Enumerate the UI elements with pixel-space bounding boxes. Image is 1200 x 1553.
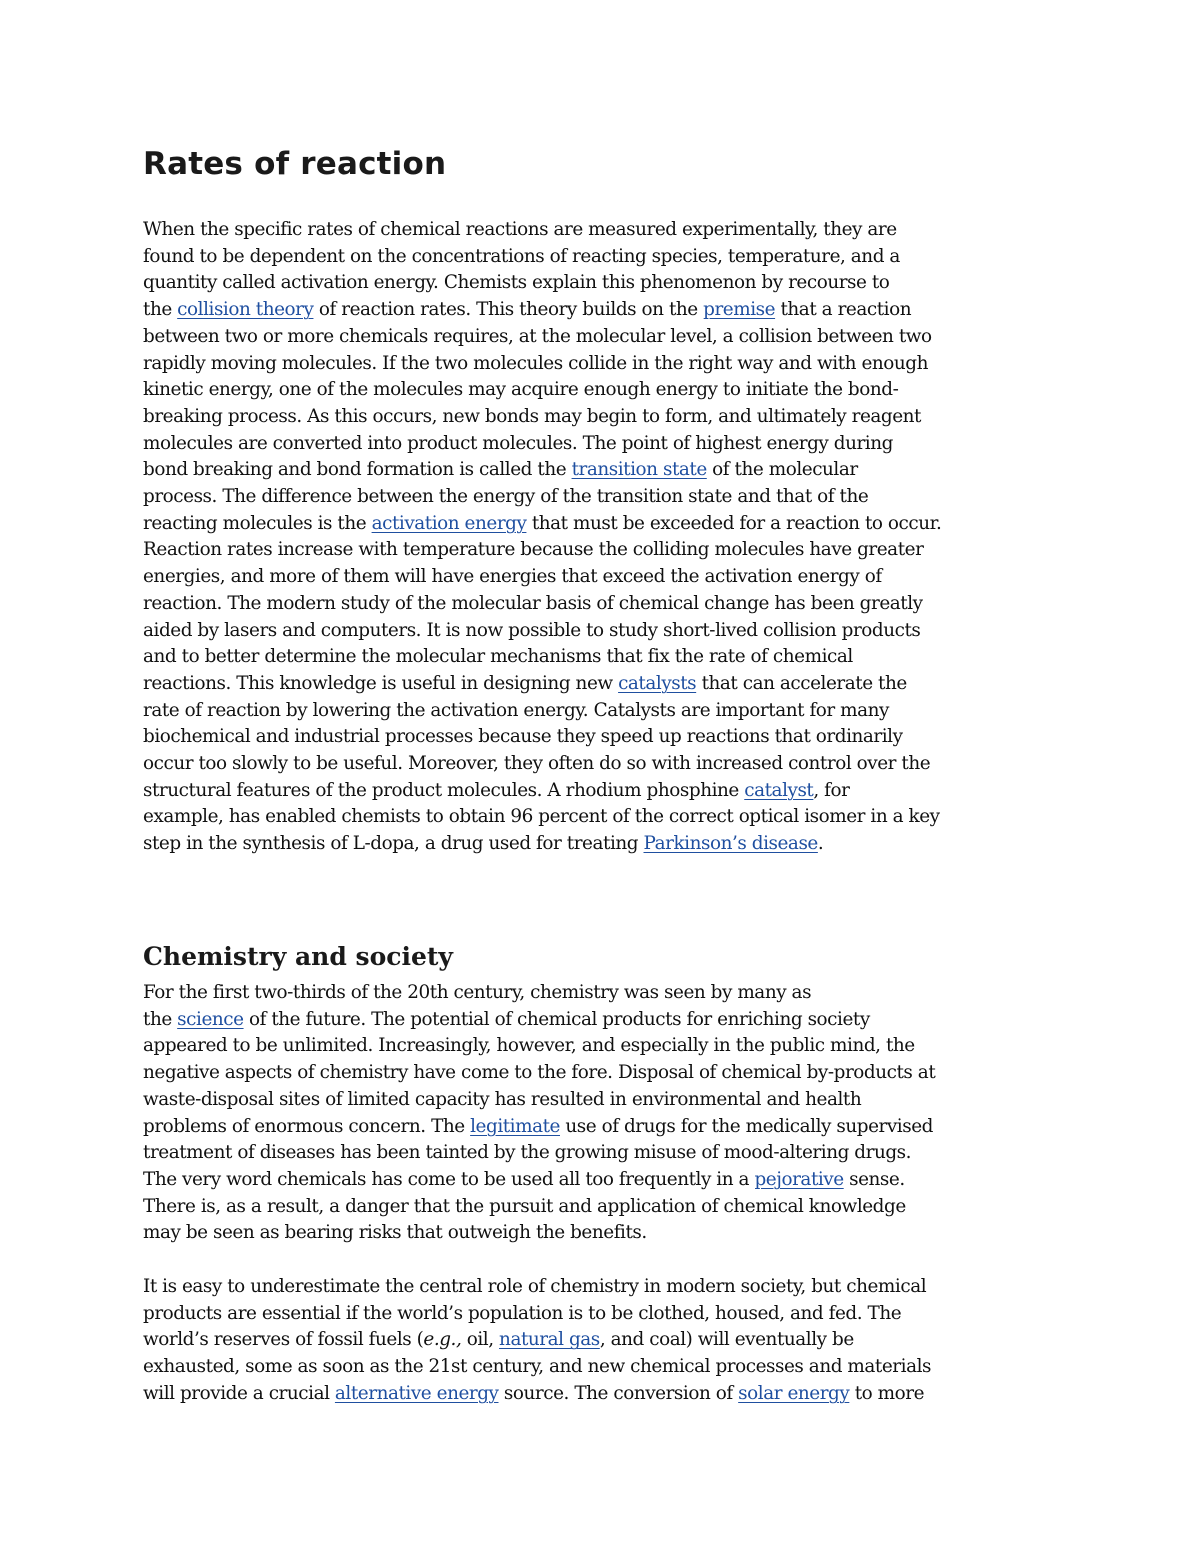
text-line (143, 591, 1063, 618)
text-run: sense. (843, 1168, 905, 1190)
text-run: rate of reaction by lowering the activation energy. Catalysts are important for many (143, 699, 890, 721)
inline-link[interactable]: alternative energy (334, 1382, 499, 1404)
text-run: rapidly moving molecules. If the two molecules collide in the right way and with enough (143, 352, 929, 374)
text-run: products are essential if the world’s population is to be clothed, housed, and fed. The (143, 1302, 902, 1324)
text-run: use of drugs for the medically supervised (560, 1115, 933, 1137)
text-line (143, 1274, 1063, 1301)
text-run: waste-disposal sites of limited capacity has resulted in environmental and health (143, 1088, 862, 1110)
section-heading-rates-of-reaction: Rates of reaction (143, 146, 447, 182)
text-run: structural features of the product molecules. A rhodium phosphine (143, 779, 745, 801)
text-run: step in the synthesis of L-dopa, a drug used for treating (143, 833, 644, 855)
text-line (143, 1140, 1063, 1167)
text-run: that can accelerate the (696, 672, 907, 694)
text-line (143, 1354, 1063, 1381)
inline-link[interactable]: catalyst (744, 779, 814, 801)
text-run: to more (849, 1382, 925, 1404)
text-line (143, 1167, 1063, 1194)
inline-link[interactable]: transition state (571, 459, 707, 481)
inline-link[interactable]: premise (703, 299, 776, 321)
text-line (143, 404, 1063, 431)
text-run: will provide a crucial (143, 1382, 335, 1404)
text-run: molecules are converted into product molecules. The point of highest energy during (143, 432, 893, 454)
text-line (143, 1220, 1063, 1247)
text-line (143, 1194, 1063, 1221)
text-run: The very word chemicals has come to be used all too frequently in a (143, 1168, 755, 1190)
text-run: It is easy to underestimate the central role of chemistry in modern society, but chemical (143, 1276, 927, 1297)
paragraph-rates-of-reaction (143, 217, 1063, 858)
section-heading-chemistry-and-society: Chemistry and society (143, 942, 453, 971)
paragraph-chemistry-and-society-1 (143, 980, 1063, 1247)
inline-link[interactable]: solar energy (738, 1382, 850, 1404)
text-run: When the specific rates of chemical reactions are measured experimentally, they are (143, 219, 897, 240)
italic-text: e.g., (423, 1329, 462, 1351)
text-run: treatment of diseases has been tainted by the growing misuse of mood-altering drugs. (143, 1142, 912, 1164)
text-line (143, 778, 1063, 805)
text-run: appeared to be unlimited. Increasingly, however, and especially in the public mind, the (143, 1035, 915, 1057)
text-line (143, 270, 1063, 297)
text-run: of the future. The potential of chemical products for enriching society (243, 1008, 870, 1030)
text-line (143, 804, 1063, 831)
text-run: reaction. The modern study of the molecular basis of chemical change has been greatly (143, 592, 923, 614)
text-run: bond breaking and bond formation is called the (143, 459, 572, 481)
text-line (143, 1381, 1063, 1408)
text-run: that a reaction (775, 299, 912, 321)
text-run: For the first two-thirds of the 20th century, chemistry was seen by many as (143, 982, 812, 1003)
text-line (143, 618, 1063, 645)
text-run: the (143, 299, 178, 321)
text-line (143, 351, 1063, 378)
text-run: breaking process. As this occurs, new bonds may begin to form, and ultimately reagent (143, 405, 921, 427)
text-line (143, 1301, 1063, 1328)
text-run: occur too slowly to be useful. Moreover, they often do so with increased control over the (143, 753, 931, 775)
text-run: between two or more chemicals requires, at the molecular level, a collision between two (143, 325, 932, 347)
text-run: oil, (461, 1329, 500, 1351)
text-line (143, 671, 1063, 698)
text-run: quantity called activation energy. Chemists explain this phenomenon by recourse to (143, 272, 890, 294)
text-line (143, 1087, 1063, 1114)
text-line (143, 297, 1063, 324)
text-run: , for (813, 779, 850, 801)
inline-link[interactable]: activation energy (371, 512, 527, 534)
inline-link[interactable]: natural gas (499, 1329, 600, 1351)
text-run: Reaction rates increase with temperature because the colliding molecules have greater (143, 539, 924, 561)
text-run: aided by lasers and computers. It is now possible to study short-lived collision products (143, 619, 921, 641)
text-run: problems of enormous concern. The (143, 1115, 471, 1137)
text-line (143, 831, 1063, 858)
text-line (143, 537, 1063, 564)
text-line (143, 511, 1063, 538)
text-run: of the molecular (706, 459, 858, 481)
text-run: may be seen as bearing risks that outweigh the benefits. (143, 1222, 647, 1244)
text-line (143, 980, 1063, 1007)
text-run: , and coal) will eventually be (599, 1329, 854, 1351)
inline-link[interactable]: science (177, 1008, 244, 1030)
text-line (143, 1327, 1063, 1354)
text-run: biochemical and industrial processes because they speed up reactions that ordinarily (143, 726, 903, 748)
text-run: reactions. This knowledge is useful in designing new (143, 672, 619, 694)
paragraph-chemistry-and-society-2 (143, 1274, 1063, 1408)
text-run: example, has enabled chemists to obtain 96 percent of the correct optical isomer in a key (143, 806, 940, 828)
inline-link[interactable]: Parkinson’s disease (643, 833, 818, 855)
text-line (143, 377, 1063, 404)
text-line (143, 457, 1063, 484)
text-line (143, 1007, 1063, 1034)
text-run: reacting molecules is the (143, 512, 372, 534)
inline-link[interactable]: pejorative (754, 1168, 844, 1190)
text-run: There is, as a result, a danger that the pursuit and application of chemical knowledge (143, 1195, 906, 1217)
text-run: world’s reserves of fossil fuels ( (143, 1329, 424, 1351)
text-run: and to better determine the molecular mechanisms that fix the rate of chemical (143, 646, 853, 668)
inline-link[interactable]: collision theory (177, 299, 314, 321)
text-line (143, 1033, 1063, 1060)
inline-link[interactable]: legitimate (470, 1115, 560, 1137)
text-line (143, 698, 1063, 725)
text-run: process. The difference between the energy of the transition state and that of the (143, 486, 869, 508)
text-run: of reaction rates. This theory builds on the (313, 299, 704, 321)
text-run: source. The conversion of (498, 1382, 739, 1404)
text-line (143, 244, 1063, 271)
inline-link[interactable]: catalysts (618, 672, 697, 694)
text-line (143, 217, 1063, 244)
text-line (143, 1060, 1063, 1087)
text-run: the (143, 1008, 178, 1030)
text-line (143, 644, 1063, 671)
text-run: found to be dependent on the concentrations of reacting species, temperature, and a (143, 245, 900, 267)
text-run: negative aspects of chemistry have come to the fore. Disposal of chemical by-products at (143, 1062, 936, 1084)
text-run: exhausted, some as soon as the 21st century, and new chemical processes and materials (143, 1356, 932, 1378)
text-line (143, 1114, 1063, 1141)
text-run: that must be exceeded for a reaction to occur. (526, 512, 942, 534)
text-line (143, 324, 1063, 351)
text-line (143, 724, 1063, 751)
text-run: kinetic energy, one of the molecules may acquire enough energy to initiate the bond- (143, 379, 899, 401)
text-line (143, 751, 1063, 778)
text-line (143, 431, 1063, 458)
text-line (143, 564, 1063, 591)
text-line (143, 484, 1063, 511)
text-run: . (817, 833, 824, 855)
text-run: energies, and more of them will have energies that exceed the activation energy of (143, 566, 882, 588)
